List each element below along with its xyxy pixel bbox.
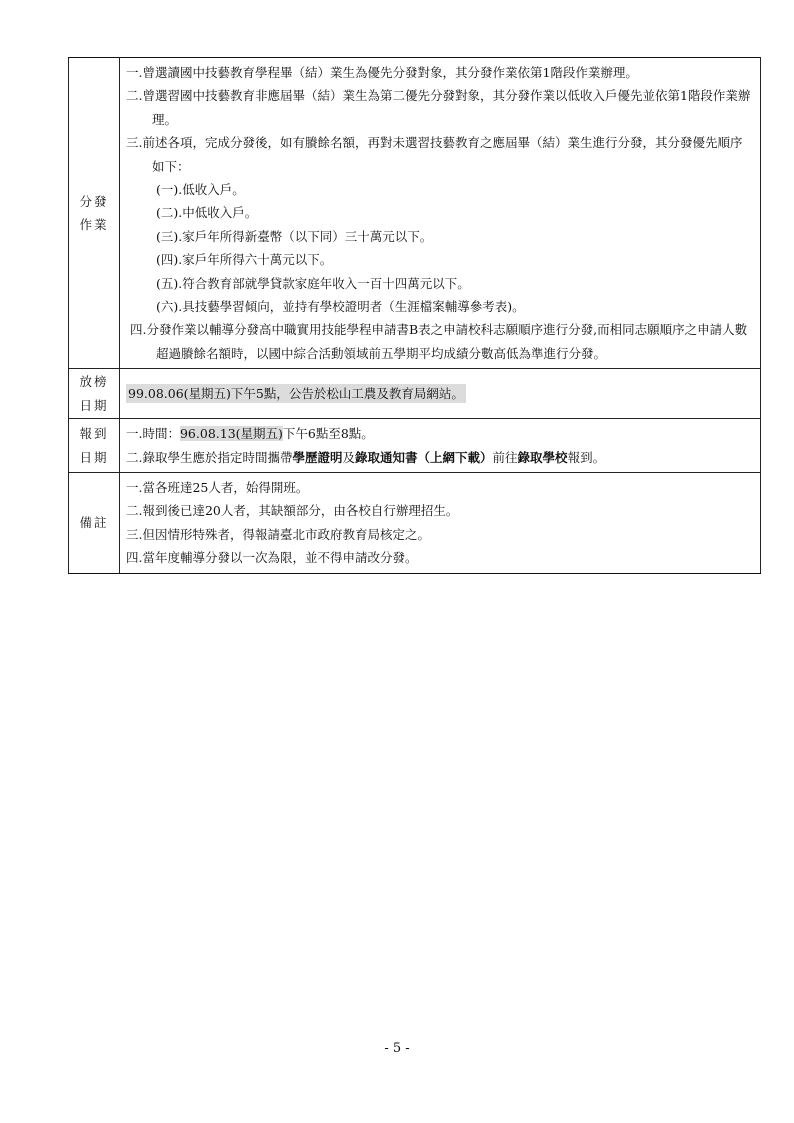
allocation-content (120, 58, 761, 369)
allocation-item-3: 三.前述各項，完成分發後，如有賸餘名額，再對未選習技藝教育之應屆畢（結）業生進行分發，其分發優先順序如下： (126, 135, 743, 174)
priority-item-5: (五).符合教育部就學貸款家庭年收入一百十四萬元以下。 (156, 275, 470, 291)
allocation-item-1: 一.曾選讀國中技藝教育學程畢（結）業生為優先分發對象，其分發作業依第1階段作業辦理。 (126, 65, 638, 80)
note-item-1: 一.當各班達25人者，始得開班。 (126, 479, 309, 495)
priority-item-3: (三).家戶年所得新臺幣（以下同）三十萬元以下。 (156, 228, 433, 244)
notes-label: 備註 (69, 472, 120, 573)
allocation-item-4: 四.分發作業以輔導分發高中職實用技能學程申請書B表之申請校科志願順序進行分發,而相同志願順序之申請人數超過賸餘名額時，以國中綜合活動領域前五學期平均成績分數高低為準進行分發。 (130, 322, 748, 361)
announce-content (120, 369, 761, 419)
announce-text: 99.08.06(星期五)下午5點，公告於松山工農及教育局網站。 (128, 385, 464, 401)
priority-item-2: (二).中低收入戶。 (156, 205, 258, 221)
report-label: 報到 日期 (69, 419, 120, 473)
priority-item-6: (六).具技藝學習傾向，並持有學校證明者（生涯檔案輔導參考表)。 (156, 299, 525, 315)
report-row (69, 419, 761, 473)
priority-item-1: (一).低收入戶。 (156, 182, 245, 198)
note-item-2: 二.報到後已達20人者，其缺額部分，由各校自行辦理招生。 (126, 503, 459, 519)
note-item-4: 四.當年度輔導分發以一次為限，並不得申請改分發。 (126, 550, 418, 566)
allocation-label: 分發 作業 (69, 58, 120, 369)
report-docs-line: 二.錄取學生應於指定時間攜帶學歷證明及錄取通知書（上網下載）前往錄取學校報到。 (126, 449, 606, 465)
report-date: 96.08.13(星期五) (179, 426, 283, 442)
announce-label: 放榜 日期 (69, 369, 120, 419)
allocation-item-2: 二.曾選習國中技藝教育非應屆畢（結）業生為第二優先分發對象，其分發作業以低收入戶優先並依第1階段作業辦理。 (126, 88, 751, 127)
admission-table (68, 57, 761, 574)
note-item-3: 三.但因情形特殊者，得報請臺北市政府教育局核定之。 (126, 526, 430, 542)
priority-item-4: (四).家戶年所得六十萬元以下。 (156, 252, 333, 268)
allocation-row (69, 58, 761, 369)
announce-row (69, 369, 761, 419)
notes-row (69, 472, 761, 573)
page-number: - 5 - (384, 1041, 410, 1056)
report-time-line: 一.時間：96.08.13(星期五)下午6點至8點。 (126, 426, 374, 442)
notes-content (120, 472, 761, 573)
report-content (120, 419, 761, 473)
